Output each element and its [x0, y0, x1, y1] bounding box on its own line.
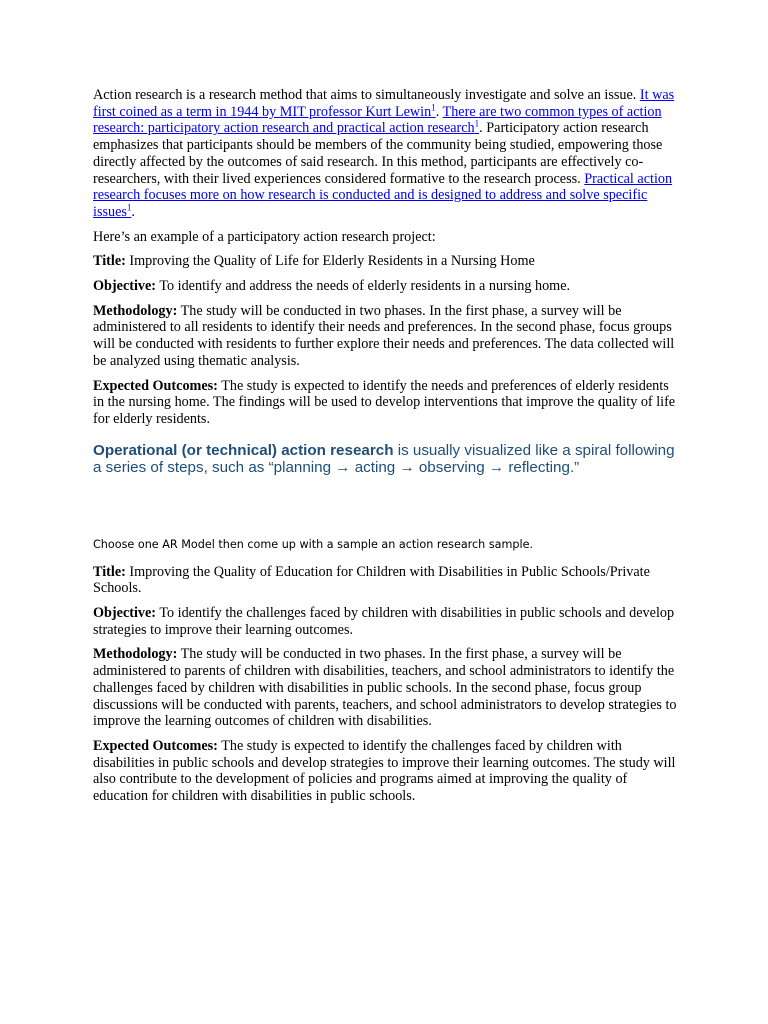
ex2-objective: Objective: To identify the challenges faced by children with disabilities in public schools and develop strategies to improve their learning outcomes.: [93, 605, 675, 638]
document-body: [93, 87, 683, 813]
ex1-outcomes: Expected Outcomes: The study is expected to identify the needs and preferences of elderly residents in the nursing home. The findings will be used to develop interventions that improve the quality of life for elderly residents.: [93, 377, 676, 427]
ex1-title: Title: Improving the Quality of Life for Elderly Residents in a Nursing Home: [93, 253, 535, 270]
practical-link[interactable]: Practical action research focuses more on how research is conducted and is designed to address and solve specific issues$^1$: [93, 170, 673, 220]
intro-sentence-2: Participatory action research emphasizes that participants should be members of the community being studied, empowering those directly affected by the outcomes of said research. In this method, participants are effectively co-researchers, with their lived experiences considered formative to the research process.: [93, 120, 663, 187]
footnote-ref: 1: [126, 202, 132, 213]
instruction-text: Choose one AR Model then come up with a sample an action research sample.: [93, 537, 534, 551]
intro-paragraph: Action research is a research method that aims to simultaneously investigate and solve an issue. It was first coined as a term in 1944 by MIT professor Kurt Lewin$^1$. There are two common types of action research: participatory action research and practical action research$^1$. Participatory action research emphasizes that participants should be members of the community being studied, empowering those directly affected by the outcomes of said research. In this method, participants are effectively co-researchers, with their lived experiences considered formative to the research process. Practical action research focuses more on how research is conducted and is designed to address and solve specific issues$^1$.: [93, 87, 675, 220]
example-intro: Here’s an example of a participatory action research project:: [93, 228, 436, 245]
ex2-outcomes: Expected Outcomes: The study is expected to identify the challenges faced by children with disabilities in public schools and develop strategies to improve their learning outcomes. The study will also contribute to the development of policies and programs aimed at improving the quality of education for children with disabilities in public schools.: [93, 737, 676, 805]
footnote-ref: 1: [431, 101, 436, 112]
intro-sentence-1: Action research is a research method that aims to simultaneously investigate and solve an issue.: [93, 87, 637, 103]
ex2-title: Title: Improving the Quality of Education for Children with Disabilities in Public Schools/Private Schools.: [93, 563, 650, 597]
ex1-objective: Objective: To identify and address the needs of elderly residents in a nursing home.: [93, 278, 571, 295]
footnote-ref: 1: [474, 118, 480, 129]
operational-callout: Operational (or technical) action research is usually visualized like a spiral following a series of steps, such as “planning → acting → observing → reflecting.”: [93, 441, 675, 477]
types-link[interactable]: There are two common types of action research: participatory action research and practical action research$^1$: [93, 103, 662, 137]
ex1-methodology: Methodology: The study will be conducted in two phases. In the first phase, a survey will be administered to all residents to identify their needs and preferences. In the second phase, focus groups will be conducted with residents to further explore their needs and preferences. The data collected will be analyzed using thematic analysis.: [93, 302, 675, 369]
ex2-methodology: Methodology: The study will be conducted in two phases. In the first phase, a survey will be administered to parents of children with disabilities, teachers, and school administrators to identify the challenges faced by children with disabilities in public schools. In the second phase, focus group discussions will be conducted with parents, teachers, and school administrators to develop strategies to improve the learning outcomes of children with disabilities.: [93, 646, 677, 730]
lewin-link[interactable]: It was first coined as a term in 1944 by MIT professor Kurt Lewin$^1$: [93, 87, 675, 120]
